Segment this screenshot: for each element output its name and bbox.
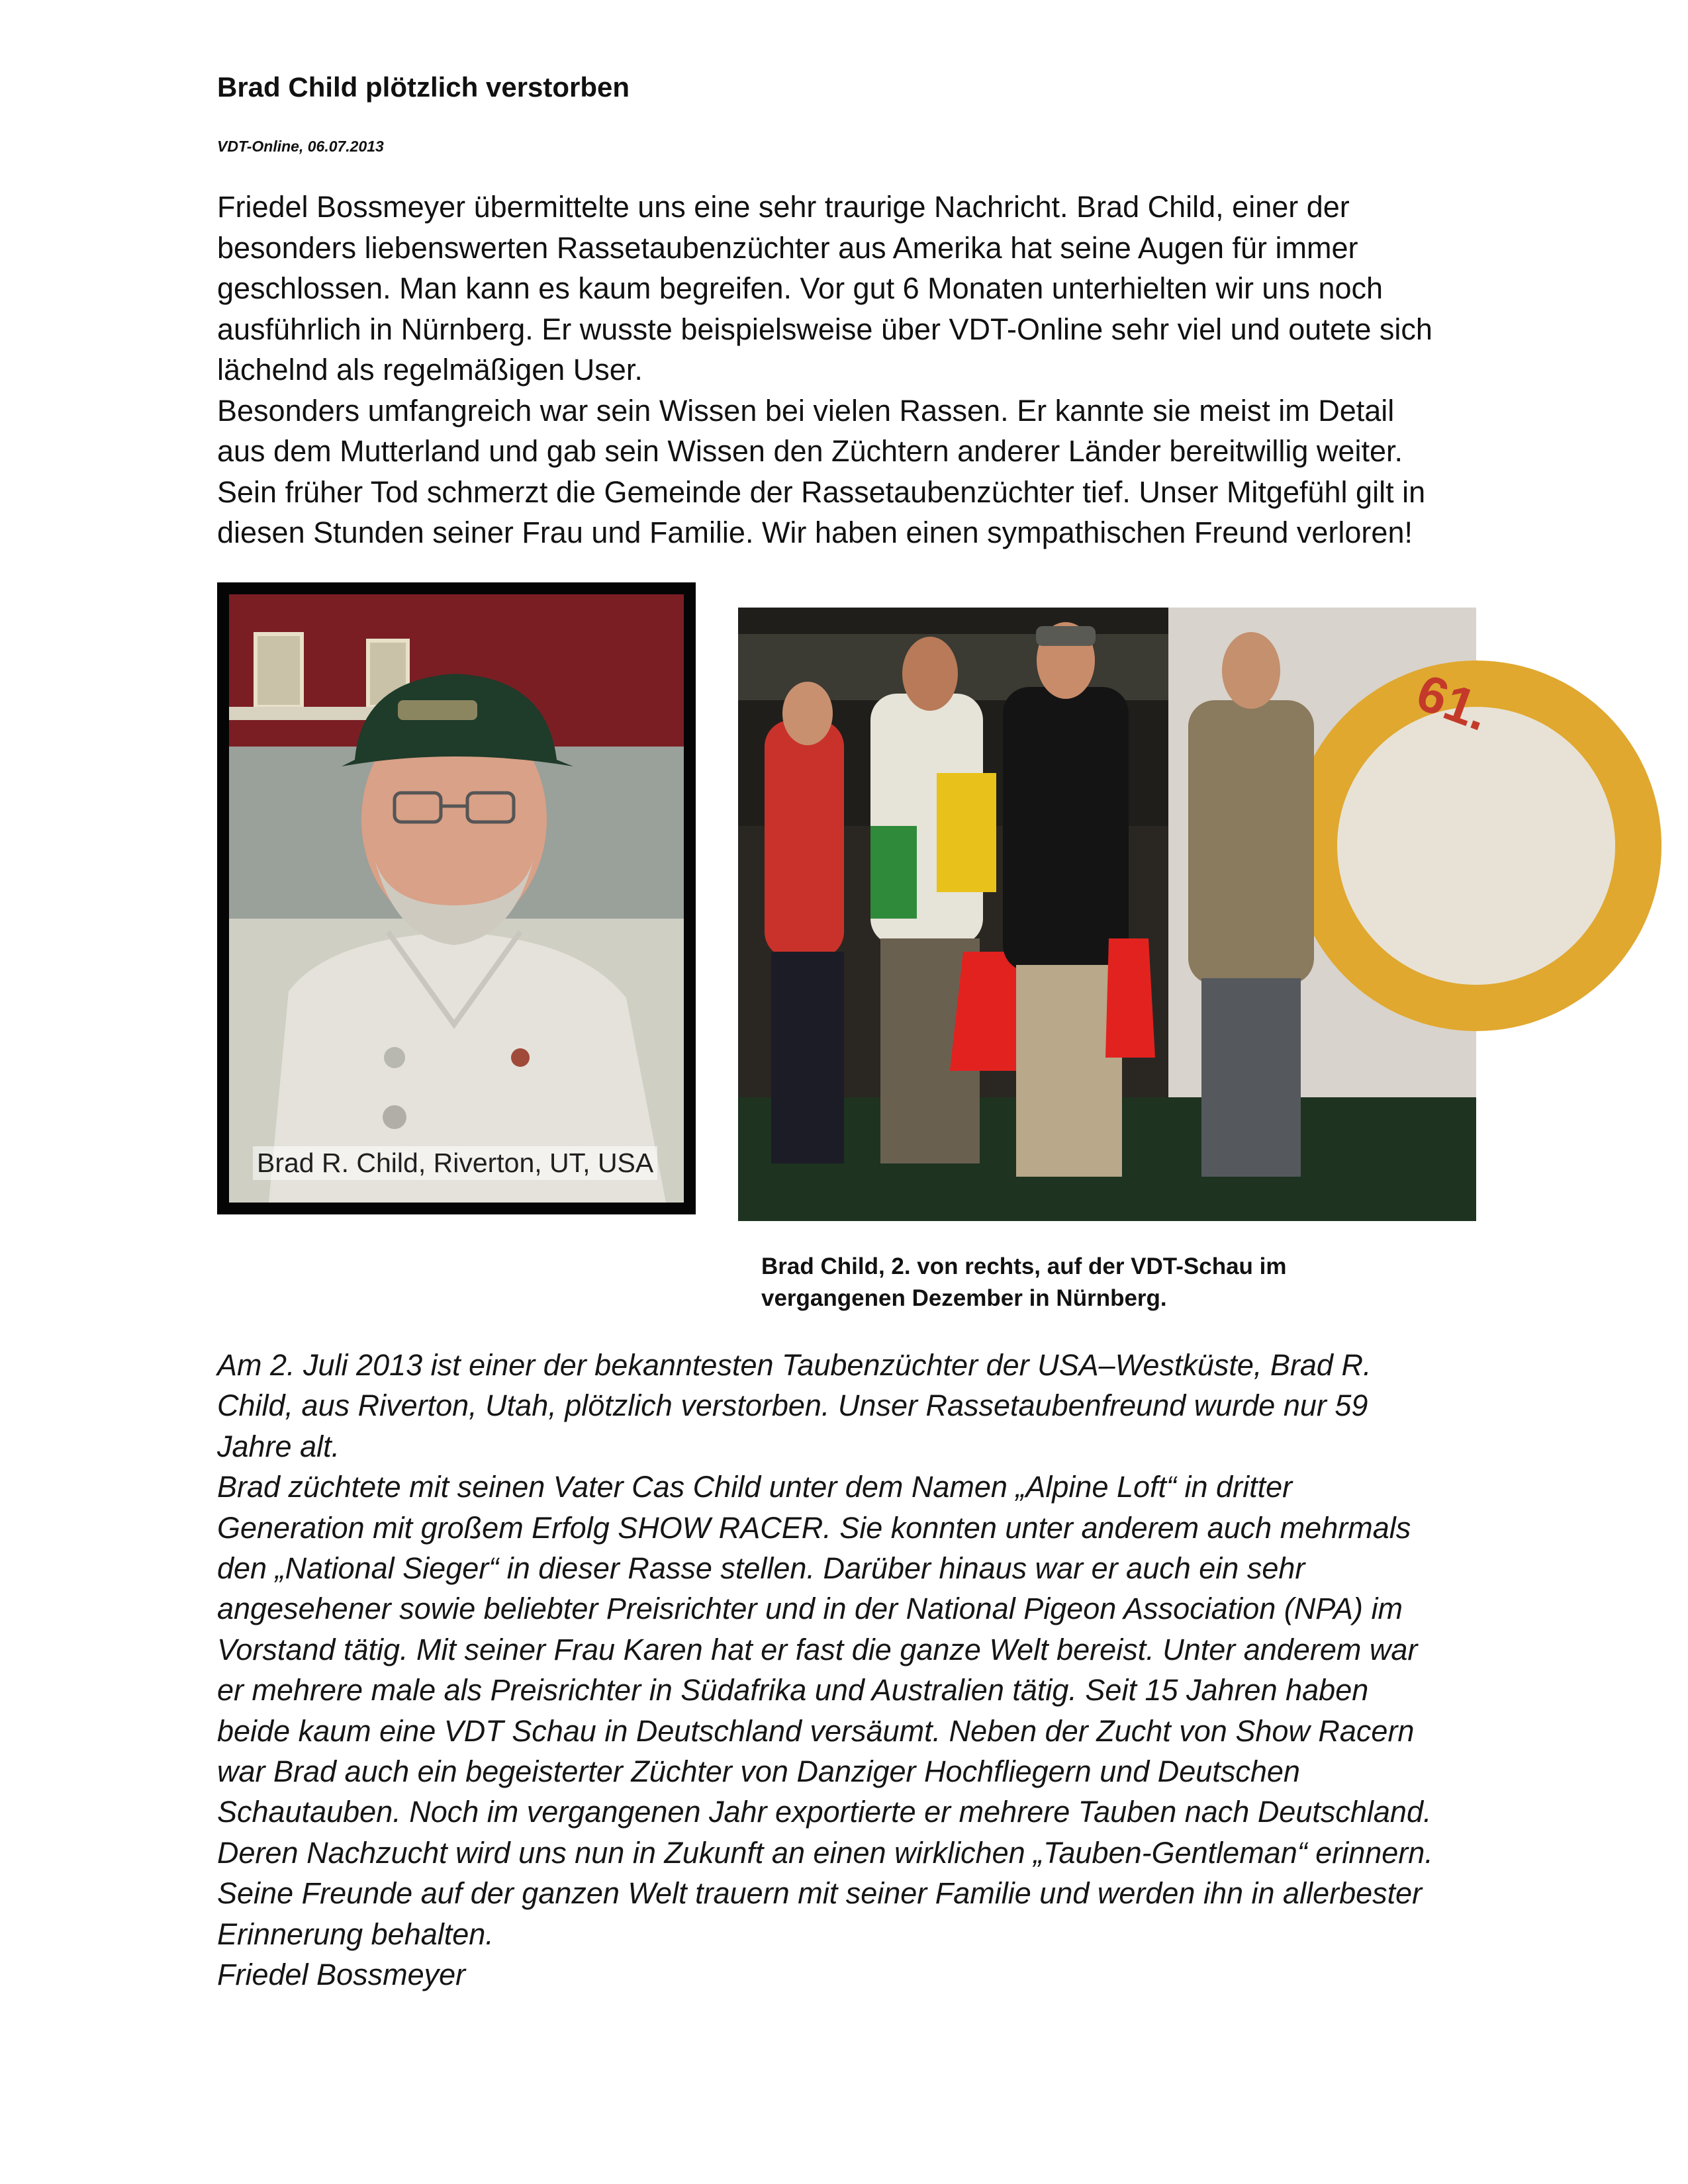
group-photo bbox=[738, 608, 1497, 1221]
body-line: Vorstand tätig. Mit seiner Frau Karen hat er fast die ganze Welt bereist. Unter anderem war bbox=[217, 1632, 1418, 1666]
body-line: Seine Freunde auf der ganzen Welt trauern mit seiner Familie und werden ihn in allerbester bbox=[217, 1876, 1423, 1911]
body-paragraph bbox=[217, 1345, 1528, 1995]
intro-line: Friedel Bossmeyer übermittelte uns eine sehr traurige Nachricht. Brad Child, einer der bbox=[217, 190, 1350, 224]
portrait-illustration bbox=[229, 594, 684, 1203]
body-line: Erinnerung behalten. bbox=[217, 1917, 494, 1951]
body-signature: Friedel Bossmeyer bbox=[217, 1958, 466, 1992]
intro-line: besonders liebenswerten Rassetaubenzüchter aus Amerika hat seine Augen für immer bbox=[217, 230, 1358, 265]
intro-paragraph bbox=[217, 187, 1515, 553]
intro-line: lächelnd als regelmäßigen User. bbox=[217, 353, 643, 387]
group-photo-illustration bbox=[738, 608, 1497, 1221]
intro-line: Sein früher Tod schmerzt die Gemeinde der Rassetaubenzüchter tief. Unser Mitgefühl gilt in bbox=[217, 475, 1426, 509]
body-line: Schautauben. Noch im vergangenen Jahr exportierte er mehrere Tauben nach Deutschland. bbox=[217, 1795, 1432, 1829]
body-line: Jahre alt. bbox=[217, 1429, 340, 1463]
sign-number: 61. bbox=[1409, 662, 1497, 743]
portrait-image bbox=[229, 594, 684, 1203]
body-line: er mehrere male als Preisrichter in Südafrika und Australien tätig. Seit 15 Jahren haben bbox=[217, 1673, 1369, 1707]
body-line: Am 2. Juli 2013 ist einer der bekanntesten Taubenzüchter der USA–Westküste, Brad R. bbox=[217, 1348, 1372, 1382]
intro-line: Besonders umfangreich war sein Wissen bei vielen Rassen. Er kannte sie meist im Detail bbox=[217, 393, 1395, 428]
intro-line: ausführlich in Nürnberg. Er wusste beispielsweise über VDT-Online sehr viel und outete sich bbox=[217, 312, 1432, 346]
group-photo-caption bbox=[761, 1251, 1423, 1314]
intro-line: aus dem Mutterland und gab sein Wissen den Züchtern anderer Länder bereitwillig weiter. bbox=[217, 434, 1403, 468]
body-line: Deren Nachzucht wird uns nun in Zukunft an einen wirklichen „Tauben-Gentleman“ erinnern. bbox=[217, 1835, 1433, 1870]
body-line: war Brad auch ein begeisterter Züchter von Danziger Hochfliegern und Deutschen bbox=[217, 1754, 1300, 1789]
intro-line: diesen Stunden seiner Frau und Familie. Wir haben einen sympathischen Freund verloren! bbox=[217, 516, 1413, 549]
body-line: Child, aus Riverton, Utah, plötzlich verstorben. Unser Rassetaubenfreund wurde nur 59 bbox=[217, 1388, 1368, 1423]
article-source-date: VDT-Online, 06.07.2013 bbox=[217, 138, 384, 155]
caption-line: Brad Child, 2. von rechts, auf der VDT-Schau im bbox=[761, 1253, 1287, 1279]
body-line: Generation mit großem Erfolg SHOW RACER. Sie konnten unter anderem auch mehrmals bbox=[217, 1510, 1411, 1545]
body-line: den „National Sieger“ in dieser Rasse stellen. Darüber hinaus war er auch ein sehr bbox=[217, 1551, 1305, 1586]
caption-line: vergangenen Dezember in Nürnberg. bbox=[761, 1285, 1167, 1311]
portrait-photo bbox=[217, 582, 696, 1214]
article-title: Brad Child plötzlich verstorben bbox=[217, 71, 630, 103]
body-line: angesehener sowie beliebter Preisrichter und in der National Pigeon Association (NPA) im bbox=[217, 1592, 1403, 1626]
portrait-caption: Brad R. Child, Riverton, UT, USA bbox=[253, 1146, 657, 1180]
intro-line: geschlossen. Man kann es kaum begreifen. Vor gut 6 Monaten unterhielten wir uns noch bbox=[217, 271, 1383, 305]
body-line: Brad züchtete mit seinen Vater Cas Child unter dem Namen „Alpine Loft“ in dritter bbox=[217, 1470, 1293, 1504]
body-line: beide kaum eine VDT Schau in Deutschland versäumt. Neben der Zucht von Show Racern bbox=[217, 1713, 1415, 1748]
